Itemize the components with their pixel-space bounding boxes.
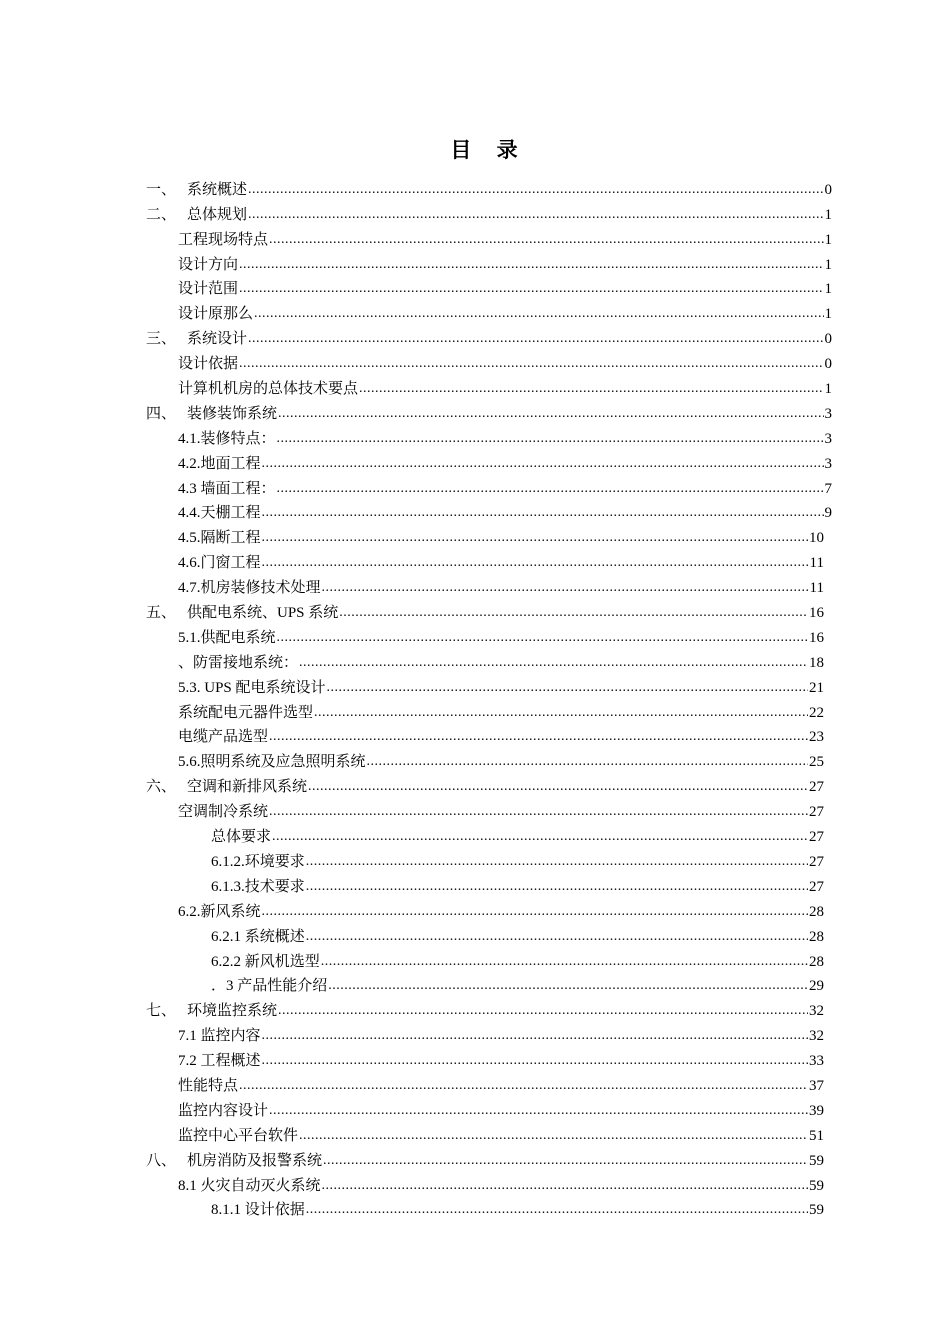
toc-entry-page: 33 bbox=[809, 1053, 824, 1070]
toc-entry-text: 工程现场特点 bbox=[178, 231, 269, 248]
toc-entry-text: 供配电系统、UPS 系统 bbox=[187, 605, 339, 622]
toc-entry-page: 11 bbox=[809, 580, 824, 597]
toc-leader-dots bbox=[262, 902, 808, 922]
toc-entry[interactable] bbox=[0, 424, 832, 449]
toc-entry-page: 0 bbox=[824, 331, 832, 348]
toc-entry-text: 监控中心平台软件 bbox=[178, 1127, 299, 1144]
toc-entry-text: 5.6.照明系统及应急照明系统 bbox=[178, 754, 366, 771]
toc-entry[interactable] bbox=[0, 349, 832, 374]
toc-entry-page: 27 bbox=[809, 829, 824, 846]
toc-entry-page: 27 bbox=[809, 779, 824, 796]
toc-entry-number: 三、 bbox=[146, 331, 177, 348]
toc-entry-text: 设计原那么 bbox=[178, 306, 254, 323]
toc-entry[interactable] bbox=[0, 374, 832, 399]
toc-entry[interactable] bbox=[0, 175, 832, 200]
toc-entry[interactable] bbox=[0, 872, 824, 897]
toc-entry-page: 25 bbox=[809, 754, 824, 771]
toc-entry-page: 28 bbox=[809, 928, 824, 945]
toc-entry-page: 39 bbox=[809, 1102, 824, 1119]
toc-leader-dots bbox=[277, 479, 824, 499]
toc-leader-dots bbox=[239, 354, 823, 374]
toc-entry-number: 七、 bbox=[146, 1003, 177, 1020]
toc-entry-page: 28 bbox=[809, 953, 824, 970]
toc-entry-text: 6.1.2.环境要求 bbox=[211, 853, 305, 870]
toc-entry[interactable] bbox=[0, 275, 832, 300]
toc-entry-page: 1 bbox=[824, 306, 832, 323]
toc-entry-number: 五、 bbox=[146, 605, 177, 622]
toc-entry-text: 设计依据 bbox=[178, 356, 239, 373]
toc-entry-text: 4.6.门窗工程 bbox=[178, 555, 261, 572]
toc-leader-dots bbox=[359, 379, 823, 399]
toc-entry[interactable] bbox=[0, 324, 832, 349]
toc-entry-page: 18 bbox=[809, 654, 824, 671]
toc-entry[interactable] bbox=[0, 449, 832, 474]
toc-entry-page: 32 bbox=[809, 1003, 824, 1020]
toc-entry-text: 系统设计 bbox=[187, 331, 248, 348]
toc-entry-text: 4.3 墙面工程： bbox=[178, 480, 276, 497]
toc-entry[interactable] bbox=[0, 548, 824, 573]
toc-entry[interactable] bbox=[0, 1071, 824, 1096]
toc-leader-dots bbox=[277, 429, 824, 449]
toc-entry-number: 四、 bbox=[146, 405, 177, 422]
toc-entry-text: 4.7.机房装修技术处理 bbox=[178, 580, 321, 597]
toc-entry-page: 16 bbox=[809, 629, 824, 646]
toc-entry-page: 27 bbox=[809, 853, 824, 870]
toc-entry-text: 系统配电元器件选型 bbox=[178, 704, 314, 721]
toc-entry[interactable] bbox=[0, 797, 824, 822]
toc-entry-text: 总体规划 bbox=[187, 206, 248, 223]
toc-entry-page: 59 bbox=[809, 1152, 824, 1169]
toc-leader-dots bbox=[322, 578, 809, 598]
toc-entry-page: 27 bbox=[809, 878, 824, 895]
toc-entry[interactable] bbox=[0, 474, 832, 499]
toc-leader-dots bbox=[254, 304, 823, 324]
toc-leader-dots bbox=[306, 927, 808, 947]
toc-leader-dots bbox=[367, 752, 808, 772]
toc-entry[interactable] bbox=[0, 922, 824, 947]
toc-entry-page: 10 bbox=[809, 530, 824, 547]
toc-entry[interactable] bbox=[0, 772, 824, 797]
toc-entry[interactable] bbox=[0, 1196, 824, 1221]
toc-entry-page: 1 bbox=[824, 281, 832, 298]
toc-entry-page: 3 bbox=[824, 405, 832, 422]
toc-leader-dots bbox=[306, 1200, 808, 1220]
toc-entry-text: 、防雷接地系统： bbox=[178, 654, 299, 671]
toc-entry-text: 设计范围 bbox=[178, 281, 239, 298]
toc-entry[interactable] bbox=[0, 573, 824, 598]
toc-entry-number: 六、 bbox=[146, 779, 177, 796]
toc-entry-number: 八、 bbox=[146, 1152, 177, 1169]
toc-entry[interactable] bbox=[0, 1146, 824, 1171]
toc-entry-page: 0 bbox=[824, 356, 832, 373]
toc-leader-dots bbox=[262, 528, 808, 548]
toc-entry-text: 4.1.装修特点： bbox=[178, 430, 276, 447]
toc-entry[interactable] bbox=[0, 747, 824, 772]
toc-leader-dots bbox=[269, 727, 808, 747]
toc-entry-page: 51 bbox=[809, 1127, 824, 1144]
toc-entry[interactable] bbox=[0, 399, 832, 424]
toc-leader-dots bbox=[328, 976, 808, 996]
toc-entry-page: 7 bbox=[824, 480, 832, 497]
toc-leader-dots bbox=[299, 1126, 808, 1146]
toc-leader-dots bbox=[262, 454, 824, 474]
toc-entry-page: 28 bbox=[809, 903, 824, 920]
toc-entry[interactable] bbox=[0, 299, 832, 324]
toc-leader-dots bbox=[248, 180, 823, 200]
toc-entry-text: 7.2 工程概述 bbox=[178, 1053, 261, 1070]
toc-entry-text: 6.2.新风系统 bbox=[178, 903, 261, 920]
toc-entry-page: 59 bbox=[809, 1202, 824, 1219]
toc-entry-page: 32 bbox=[809, 1028, 824, 1045]
toc-leader-dots bbox=[262, 553, 809, 573]
toc-entry[interactable] bbox=[0, 623, 824, 648]
toc-entry-page: 3 bbox=[824, 455, 832, 472]
toc-leader-dots bbox=[339, 603, 808, 623]
toc-entry-page: 1 bbox=[824, 231, 832, 248]
toc-entry-page: 0 bbox=[824, 181, 832, 198]
toc-entry-text: 8.1 火灾自动灭火系统 bbox=[178, 1177, 321, 1194]
toc-list bbox=[0, 175, 950, 1220]
toc-leader-dots bbox=[322, 1176, 808, 1196]
toc-entry-text: ．3 产品性能介绍 bbox=[211, 978, 328, 995]
toc-entry-page: 11 bbox=[809, 555, 824, 572]
toc-entry[interactable] bbox=[0, 1096, 824, 1121]
toc-entry-text: 系统概述 bbox=[187, 181, 248, 198]
toc-leader-dots bbox=[262, 503, 824, 523]
toc-entry[interactable] bbox=[0, 1171, 824, 1196]
toc-entry-number: 一、 bbox=[146, 181, 177, 198]
toc-entry-page: 27 bbox=[809, 804, 824, 821]
toc-entry[interactable] bbox=[0, 523, 824, 548]
toc-entry[interactable] bbox=[0, 822, 824, 847]
toc-entry-text: 设计方向 bbox=[178, 256, 239, 273]
toc-leader-dots bbox=[299, 653, 808, 673]
toc-entry-page: 37 bbox=[809, 1077, 824, 1094]
toc-leader-dots bbox=[308, 777, 808, 797]
toc-entry-text: 监控内容设计 bbox=[178, 1102, 269, 1119]
toc-leader-dots bbox=[248, 205, 823, 225]
toc-entry-text: 总体要求 bbox=[211, 829, 272, 846]
toc-entry-number: 二、 bbox=[146, 206, 177, 223]
toc-entry-text: 计算机机房的总体技术要点 bbox=[178, 381, 359, 398]
toc-leader-dots bbox=[272, 827, 808, 847]
toc-entry[interactable] bbox=[0, 1046, 824, 1071]
toc-leader-dots bbox=[239, 279, 823, 299]
toc-entry-page: 1 bbox=[824, 381, 832, 398]
toc-entry[interactable] bbox=[0, 1021, 824, 1046]
toc-leader-dots bbox=[321, 952, 808, 972]
toc-leader-dots bbox=[239, 255, 823, 275]
toc-entry-text: 6.1.3.技术要求 bbox=[211, 878, 305, 895]
toc-entry-text: 装修装饰系统 bbox=[187, 405, 278, 422]
toc-leader-dots bbox=[239, 1076, 808, 1096]
toc-entry[interactable] bbox=[0, 723, 824, 748]
toc-entry-text: 空调制冷系统 bbox=[178, 804, 269, 821]
toc-entry-page: 59 bbox=[809, 1177, 824, 1194]
toc-entry[interactable] bbox=[0, 996, 824, 1021]
toc-entry-page: 3 bbox=[824, 430, 832, 447]
toc-entry-text: 5.1.供配电系统 bbox=[178, 629, 276, 646]
toc-leader-dots bbox=[323, 1151, 808, 1171]
toc-entry-page: 23 bbox=[809, 729, 824, 746]
toc-leader-dots bbox=[277, 628, 808, 648]
toc-entry-page: 21 bbox=[809, 679, 824, 696]
toc-leader-dots bbox=[269, 802, 808, 822]
toc-leader-dots bbox=[278, 1001, 808, 1021]
toc-leader-dots bbox=[248, 329, 823, 349]
toc-entry-text: 空调和新排风系统 bbox=[187, 779, 308, 796]
toc-entry-text: 6.2.2 新风机选型 bbox=[211, 953, 320, 970]
toc-entry[interactable] bbox=[0, 499, 832, 524]
toc-leader-dots bbox=[306, 877, 808, 897]
toc-entry-page: 22 bbox=[809, 704, 824, 721]
toc-entry-text: 电缆产品选型 bbox=[178, 729, 269, 746]
toc-entry-page: 29 bbox=[809, 978, 824, 995]
toc-entry[interactable] bbox=[0, 598, 824, 623]
toc-entry[interactable] bbox=[0, 972, 824, 997]
toc-entry-page: 16 bbox=[809, 605, 824, 622]
toc-entry[interactable] bbox=[0, 947, 824, 972]
toc-leader-dots bbox=[278, 404, 823, 424]
toc-leader-dots bbox=[269, 230, 823, 250]
toc-entry-page: 9 bbox=[824, 505, 832, 522]
toc-leader-dots bbox=[306, 852, 808, 872]
toc-entry-text: 4.2.地面工程 bbox=[178, 455, 261, 472]
toc-leader-dots bbox=[262, 1026, 808, 1046]
toc-entry-text: 6.2.1 系统概述 bbox=[211, 928, 305, 945]
toc-entry-text: 7.1 监控内容 bbox=[178, 1028, 261, 1045]
toc-entry[interactable] bbox=[0, 698, 824, 723]
toc-entry-text: 4.5.隔断工程 bbox=[178, 530, 261, 547]
toc-entry-text: 机房消防及报警系统 bbox=[187, 1152, 323, 1169]
toc-leader-dots bbox=[314, 703, 808, 723]
toc-leader-dots bbox=[269, 1101, 808, 1121]
toc-entry-text: 5.3. UPS 配电系统设计 bbox=[178, 679, 326, 696]
toc-title: 目 录 bbox=[450, 138, 528, 162]
toc-entry[interactable] bbox=[0, 897, 824, 922]
toc-entry[interactable] bbox=[0, 225, 832, 250]
toc-entry[interactable] bbox=[0, 648, 824, 673]
toc-entry-text: 性能特点 bbox=[178, 1077, 239, 1094]
toc-entry[interactable] bbox=[0, 1121, 824, 1146]
toc-entry[interactable] bbox=[0, 250, 832, 275]
toc-entry-page: 1 bbox=[824, 206, 832, 223]
toc-entry[interactable] bbox=[0, 200, 832, 225]
toc-entry-text: 8.1.1 设计依据 bbox=[211, 1202, 305, 1219]
toc-entry-text: 环境监控系统 bbox=[187, 1003, 278, 1020]
toc-leader-dots bbox=[327, 678, 808, 698]
toc-leader-dots bbox=[262, 1051, 808, 1071]
toc-entry[interactable] bbox=[0, 673, 824, 698]
toc-entry[interactable] bbox=[0, 847, 824, 872]
toc-entry-page: 1 bbox=[824, 256, 832, 273]
toc-entry-text: 4.4.天棚工程 bbox=[178, 505, 261, 522]
